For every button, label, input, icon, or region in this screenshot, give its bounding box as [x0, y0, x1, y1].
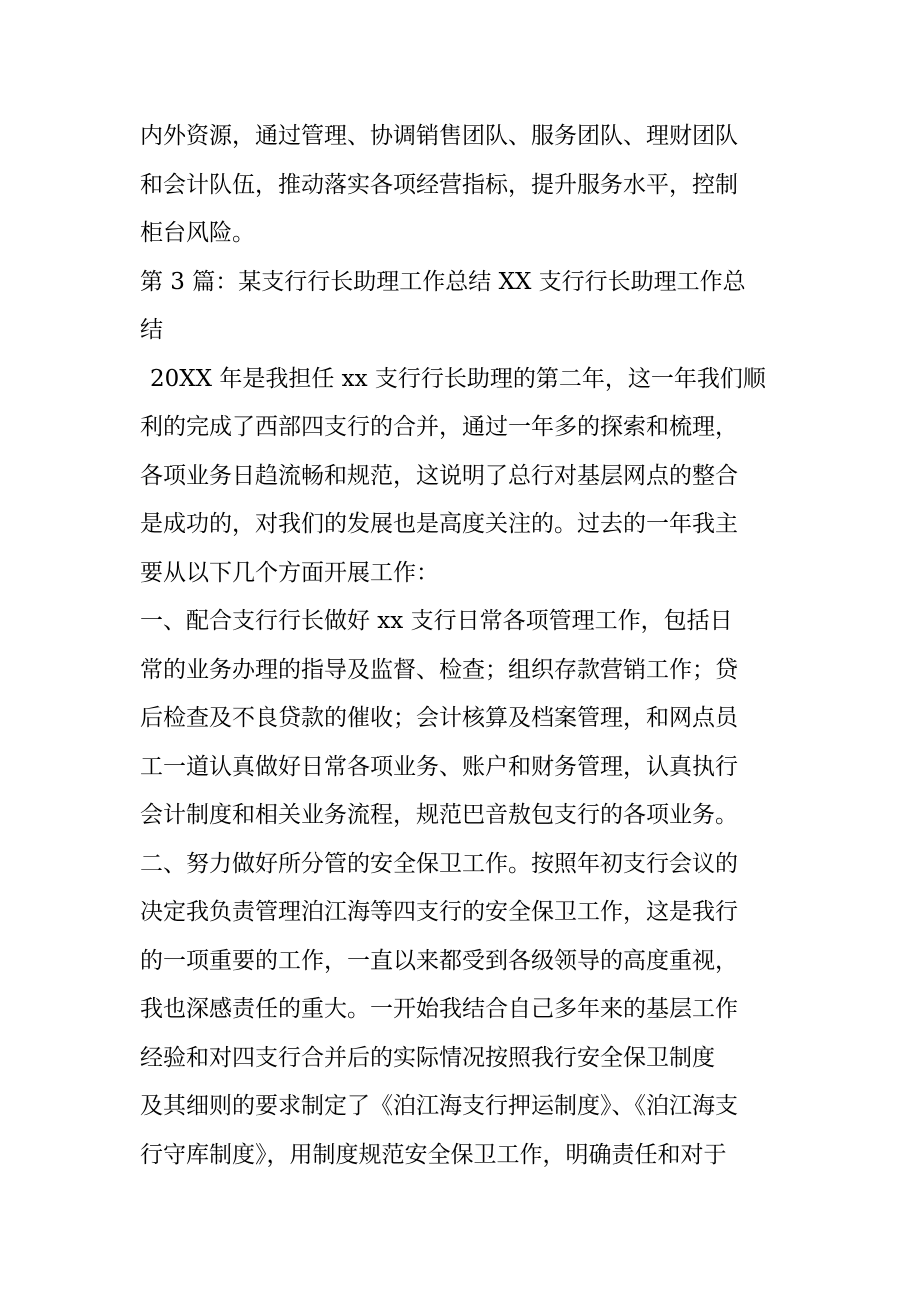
- text-line: 要从以下几个方面开展工作：: [140, 559, 439, 586]
- text-line: 二、努力做好所分管的安全保卫工作。按照年初支行会议的: [140, 850, 738, 877]
- text-line: 决定我负责管理泊江海等四支行的安全保卫工作，这是我行: [140, 899, 738, 925]
- section-heading-continued: 结: [140, 317, 163, 343]
- section-heading: 第 3 篇：某支行行长助理工作总结 XX 支行行长助理工作总: [140, 268, 746, 295]
- text-line: 20XX 年是我担任 xx 支行行长助理的第二年，这一年我们顺: [150, 365, 766, 392]
- text-line: 柜台风险。: [140, 220, 255, 246]
- text-line: 及其细则的要求制定了《泊江海支行押运制度》、《泊江海支: [140, 1093, 738, 1119]
- text-line: 和会计队伍，推动落实各项经营指标，提升服务水平，控制: [140, 171, 738, 198]
- text-line: 利的完成了西部四支行的合并，通过一年多的探索和梳理，: [140, 414, 738, 440]
- text-line: 我也深感责任的重大。一开始我结合自己多年来的基层工作: [140, 996, 738, 1022]
- text-line: 常的业务办理的指导及监督、检查；组织存款营销工作；贷: [140, 656, 738, 683]
- text-line: 是成功的，对我们的发展也是高度关注的。过去的一年我主: [140, 511, 738, 537]
- text-line: 各项业务日趋流畅和规范，这说明了总行对基层网点的整合: [140, 462, 738, 489]
- text-line: 一、配合支行行长做好 xx 支行日常各项管理工作，包括日: [140, 608, 733, 634]
- text-line: 的一项重要的工作，一直以来都受到各级领导的高度重视，: [140, 947, 738, 974]
- text-line: 行守库制度》，用制度规范安全保卫工作，明确责任和对于: [140, 1141, 727, 1168]
- text-line: 经验和对四支行合并后的实际情况按照我行安全保卫制度: [140, 1044, 715, 1071]
- text-line: 工一道认真做好日常各项业务、账户和财务管理，认真执行: [140, 753, 738, 780]
- text-line: 内外资源，通过管理、协调销售团队、服务团队、理财团队: [140, 123, 738, 149]
- text-line: 会计制度和相关业务流程，规范巴音敖包支行的各项业务。: [140, 802, 738, 828]
- document-page: [140, 112, 800, 1179]
- text-line: 后检查及不良贷款的催收；会计核算及档案管理，和网点员: [140, 705, 738, 731]
